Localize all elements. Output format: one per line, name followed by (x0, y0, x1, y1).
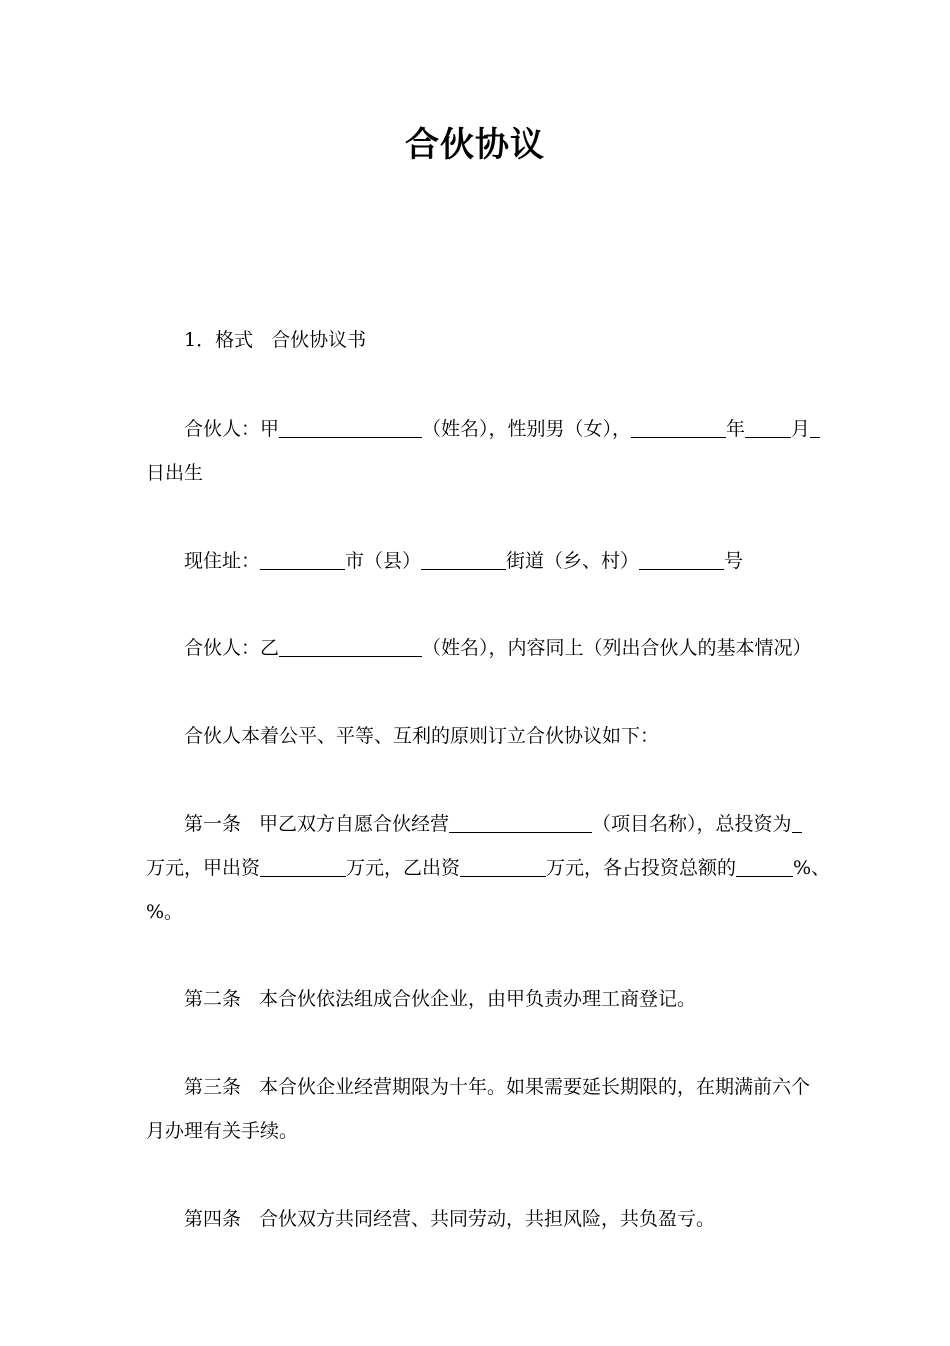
article1-l2c: 万元，各占投资总额的 (546, 857, 737, 879)
birth-month-blank (745, 418, 791, 438)
format-number: 1． (184, 329, 216, 351)
street-blank (421, 550, 506, 570)
intro-text: 合伙人本着公平、平等、互利的原则订立合伙协议如下： (184, 725, 660, 747)
city-blank (260, 550, 345, 570)
number-label: 号 (724, 550, 744, 572)
address-label: 现住址： (184, 550, 261, 572)
document-title: 合伙协议 (405, 125, 545, 165)
street-label: 街道（乡、村） (506, 550, 640, 572)
total-investment-blank (792, 813, 802, 833)
format-name: 合伙协议书 (271, 329, 367, 351)
format-line (146, 318, 810, 362)
partner-a-gender: （姓名），性别男（女）， (422, 418, 632, 440)
article4-text: 合伙双方共同经营、共同劳动，共担风险，共负盈亏。 (259, 1208, 716, 1230)
project-name-blank (449, 813, 592, 833)
format-label: 格式 (215, 329, 254, 351)
article3-line2: 月办理有关手续。 (146, 1120, 299, 1142)
article1-line3: %。 (146, 901, 184, 923)
article1-text2: （项目名称），总投资为 (592, 813, 792, 835)
intro-line (146, 714, 810, 758)
partner-b-suffix: （姓名），内容同上（列出合伙人的基本情况） (422, 637, 812, 659)
article1-l2d: %、 (793, 857, 831, 879)
article4-line (146, 1197, 810, 1241)
article3-line1 (146, 1065, 810, 1109)
share-percent-blank (736, 857, 793, 877)
article3-text1: 本合伙企业经营期限为十年。如果需要延长期限的，在期满前六个 (259, 1076, 811, 1098)
address-line (146, 539, 810, 583)
partner-a-name-blank (279, 418, 422, 438)
article2-text: 本合伙依法组成合伙企业，由甲负责办理工商登记。 (259, 988, 697, 1010)
month-label: 月 (791, 418, 811, 440)
partner-b-prefix: 合伙人：乙 (184, 637, 280, 659)
birth-year-blank (631, 418, 726, 438)
partner-a-line1 (146, 407, 810, 451)
article2-label: 第二条 (184, 988, 242, 1010)
number-blank (639, 550, 724, 570)
article1-label: 第一条 (184, 813, 242, 835)
city-label: 市（县） (345, 550, 422, 572)
partner-b-line (146, 626, 810, 670)
partner-a-prefix: 合伙人：甲 (184, 418, 280, 440)
b-investment-blank (460, 857, 546, 877)
partner-b-name-blank (279, 637, 422, 657)
article1-text1: 甲乙双方自愿合伙经营 (259, 813, 450, 835)
partner-a-line2: 日出生 (146, 462, 204, 484)
article2-line (146, 977, 810, 1021)
article1-l2b: 万元，乙出资 (346, 857, 461, 879)
article1-line2 (146, 846, 831, 890)
article1-l2a: 万元，甲出资 (146, 857, 261, 879)
article3-label: 第三条 (184, 1076, 242, 1098)
article4-label: 第四条 (184, 1208, 242, 1230)
year-label: 年 (726, 418, 746, 440)
article1-line1 (146, 802, 810, 846)
birth-day-blank (810, 418, 820, 438)
a-investment-blank (260, 857, 346, 877)
